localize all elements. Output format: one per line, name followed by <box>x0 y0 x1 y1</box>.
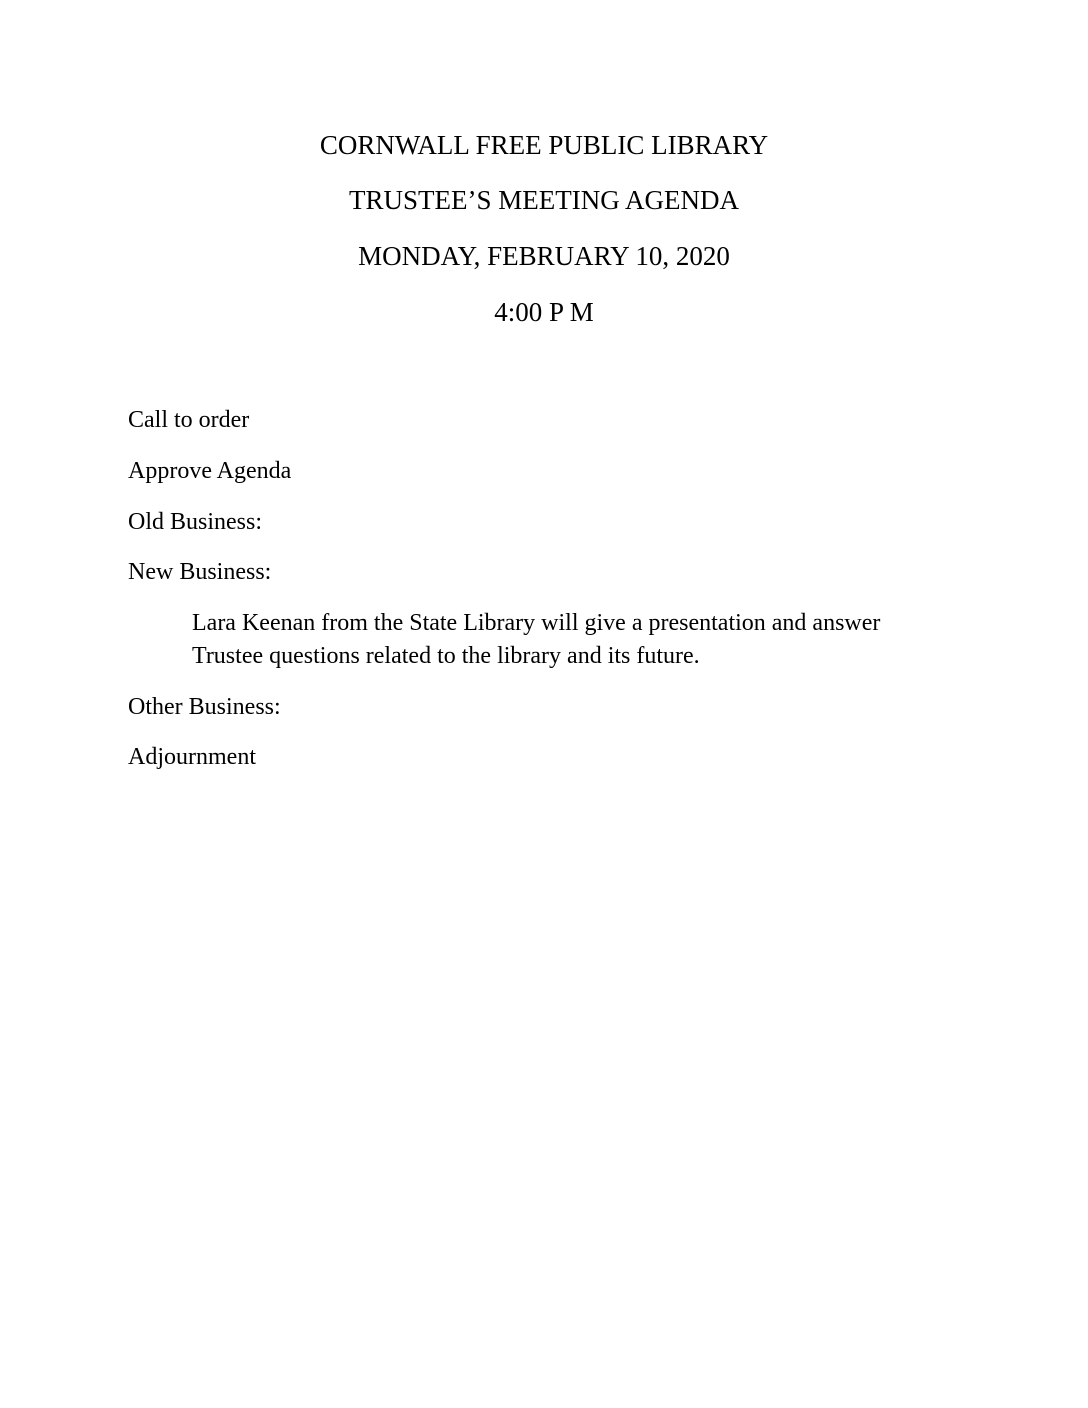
agenda-item-call-to-order: Call to order <box>128 407 250 433</box>
agenda-item-other-business: Other Business: <box>128 694 281 720</box>
new-business-detail <box>192 607 952 673</box>
agenda-title-heading: TRUSTEE’S MEETING AGENDA <box>349 185 739 215</box>
new-business-detail-line: Lara Keenan from the State Library will give a presentation and answer <box>192 610 881 636</box>
meeting-date-heading: MONDAY, FEBRUARY 10, 2020 <box>358 241 730 271</box>
new-business-detail-line: Trustee questions related to the library and its future. <box>192 643 700 669</box>
library-name-heading: CORNWALL FREE PUBLIC LIBRARY <box>319 130 769 160</box>
agenda-item-new-business: New Business: <box>128 559 272 585</box>
agenda-item-adjournment: Adjournment <box>128 744 256 770</box>
meeting-time-heading: 4:00 P M <box>494 297 594 327</box>
agenda-item-old-business: Old Business: <box>128 509 263 535</box>
agenda-item-approve-agenda: Approve Agenda <box>128 458 292 484</box>
